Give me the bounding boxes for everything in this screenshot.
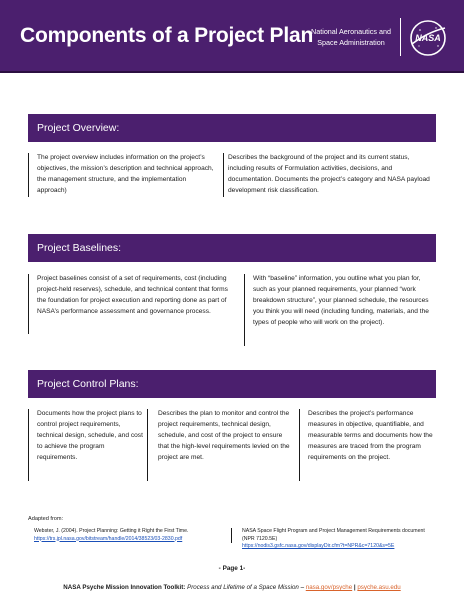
page-title: Components of a Project Plan xyxy=(20,24,314,47)
section-title-baselines: Project Baselines: xyxy=(28,234,436,262)
reference-1 xyxy=(34,528,232,543)
organization-name xyxy=(303,26,399,48)
reference-2 xyxy=(242,528,438,551)
baselines-column-2: With “baseline” information, you outline what you plan for, such as your planned requirements, your planned “work breakdown structure”, your planned schedule, the resources you think you will need (including funding, materials, and the types of people who will work on the project). xyxy=(244,274,436,346)
nasa-logo-icon xyxy=(408,18,448,58)
baselines-column-1: Project baselines consist of a set of requirements, cost (including project-held reserves), schedule, and technical content that forms the foundation for project execution and reporting done as part of NASA’s performance assessment and governance process. xyxy=(28,274,238,334)
header-divider xyxy=(400,18,401,56)
page-number: - Page 1- xyxy=(218,565,246,572)
section-title-overview: Project Overview: xyxy=(28,114,436,142)
page-header xyxy=(0,0,464,73)
section-title-control-plans: Project Control Plans: xyxy=(28,370,436,398)
reference-1-link[interactable]: https://trs.jpl.nasa.gov/bitstream/handle/2014/38523/03-2830.pdf xyxy=(34,535,183,542)
footer-dash: – xyxy=(298,584,306,591)
footer-toolkit-name: NASA Psyche Mission Innovation Toolkit: xyxy=(63,584,186,591)
reference-2-text: NASA Space Flight Program and Project Management Requirements document (NPR 7120.5E) xyxy=(242,528,425,542)
footer-subtitle: Process and Lifetime of a Space Mission xyxy=(187,584,299,591)
nasa-logo-text: NASA xyxy=(415,33,441,43)
footer-link-asu[interactable]: psyche.asu.edu xyxy=(357,584,401,591)
adapted-from-label: Adapted from: xyxy=(28,516,64,522)
control-column-3: Describes the project’s performance measures in objective, quantifiable, and measurable terms and documents how the measures are traced from the program requirements on the project. xyxy=(308,410,433,461)
control-column-1: Documents how the project plans to control project requirements, technical design, schedule, and cost to achieve the program requirements. xyxy=(28,409,148,481)
footer-link-nasa[interactable]: nasa.gov/psyche xyxy=(305,584,353,591)
control-column-2: Describes the plan to monitor and control the project requirements, technical design, schedule, and cost of the project to ensure that the high-level requirements levied on the project are met. xyxy=(158,409,300,481)
org-line-1: National Aeronautics and xyxy=(311,27,391,36)
overview-column-2: Describes the background of the project and its current status, including results of Formulation activities, decisions, and documentation. Documents the project’s category and NASA payload development risk classification. xyxy=(228,154,430,194)
overview-column-1: The project overview includes information on the project’s objectives, the mission’s description and technical approach, the management structure, and the implementation approach) xyxy=(28,153,224,197)
footer-separator: | xyxy=(352,584,358,591)
reference-1-text: Webster, J. (2004). Project Planning: Getting it Right the First Time. xyxy=(34,528,189,534)
reference-2-link[interactable]: https://nodis3.gsfc.nasa.gov/displayDir.cfm?t=NPR&c=7120&s=5E xyxy=(242,543,395,549)
org-line-2: Space Administration xyxy=(317,38,385,47)
page-footer xyxy=(0,584,464,591)
